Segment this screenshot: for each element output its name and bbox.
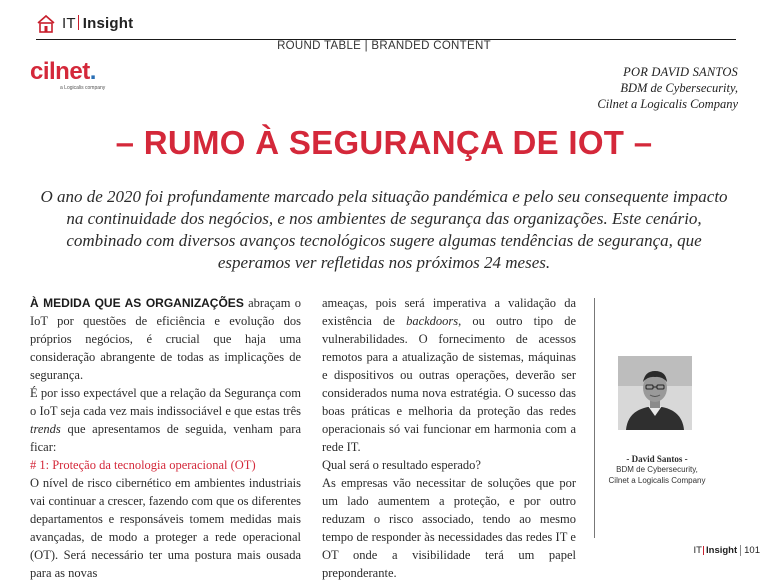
photo-caption [598, 454, 716, 486]
body-column-1 [30, 294, 301, 582]
author-byline: POR DAVID SANTOS [623, 65, 738, 79]
footer-brand-insight: Insight [706, 545, 738, 556]
caption-role: BDM de Cybersecurity, [616, 465, 698, 474]
lead-in-text: À MEDIDA QUE AS ORGANIZAÇÕES [30, 296, 244, 310]
logo-tagline: a Logicalis company [60, 85, 106, 91]
page-number: 101 [740, 545, 760, 556]
brand-it: IT [62, 15, 76, 32]
paragraph: As empresas vão necessitar de soluções que por um lado aumentem a proteção, e por outro reduzam o risco associado, tendo ao mesmo tempo de responder às necessidades das redes IT e OT onde a visibilidade terá um papel preponderante. [322, 476, 576, 580]
paragraph-text: É por isso expectável que a relação da Segurança com o IoT seja cada vez mais indissociável e que estas três [30, 386, 301, 418]
house-logo-icon [36, 14, 56, 34]
body-column-2 [322, 294, 576, 582]
emphasis-text: trends [30, 422, 61, 436]
caption-name: - David Santos - [626, 454, 688, 464]
brand-separator [78, 15, 79, 30]
emphasis-text: backdoors [406, 314, 459, 328]
paragraph-text: que apresentamos de seguida, venham para ficar: [30, 422, 301, 454]
paragraph: O nível de risco cibernético em ambientes industriais vai continuar a crescer, fazendo com que os diferentes departamentos e responsáveis tomem medidas mais avançadas, de modo a proteger a rede operacional (OT). Será necessário ter uma postura mais ousada para as novas [30, 476, 301, 580]
author-role: BDM de Cybersecurity, [620, 81, 738, 95]
section-subheading: # 1: Proteção da tecnologia operacional (OT) [30, 458, 256, 472]
logo-dot: . [89, 58, 96, 85]
paragraph-text: ameaças, pois será imperativa a validação da existência de [322, 296, 576, 328]
magazine-header [36, 8, 736, 40]
author-company: Cilnet a Logicalis Company [597, 97, 738, 111]
footer-brand-it: IT [693, 545, 702, 556]
paragraph: Qual será o resultado esperado? [322, 458, 481, 472]
cilnet-logo [30, 60, 105, 91]
author-box [597, 64, 738, 112]
article-title: – RUMO À SEGURANÇA DE IOT – [115, 124, 653, 161]
logo-wordmark [30, 60, 105, 84]
page-footer [694, 545, 760, 556]
paragraph [30, 384, 301, 456]
footer-brand-separator [703, 546, 704, 555]
portrait-image [618, 356, 692, 430]
paragraph-text: , ou outro tipo de vulnerabilidades. O fornecimento de acessos remotos para a atualização de sistemas, máquinas e dispositivos ou outras operações, deverão ser considerados numa nova estratégia. O sucesso das boas práticas e melhoria da proteção das redes operacionais só vai funcionar em harmonia com a rede IT. [322, 314, 576, 454]
logo-word: cilnet [30, 58, 90, 85]
author-photo [618, 356, 692, 430]
paragraph-text: abraçam o IoT por questões de eficiência e evolução dos próprios negócios, é crucial que haja uma consideração abrangente de todas as implicações de segurança. [30, 296, 302, 382]
section-label: ROUND TABLE | BRANDED CONTENT [277, 40, 491, 52]
magazine-brand [62, 15, 133, 32]
column-divider [594, 298, 595, 538]
brand-insight: Insight [82, 15, 134, 32]
article-lead: O ano de 2020 foi profundamente marcado pela situação pandémica e pelo seu consequente impacto na continuidade dos negócios, e nos ambientes de segurança das organizações. Este cenário, combinado com diversos avanços tecnológicos sugere algumas tendências de segurança, que esperamos ver refletidas nos próximos 24 meses. [40, 187, 728, 272]
paragraph [322, 294, 576, 456]
caption-company: Cilnet a Logicalis Company [608, 476, 706, 485]
paragraph [30, 294, 301, 384]
